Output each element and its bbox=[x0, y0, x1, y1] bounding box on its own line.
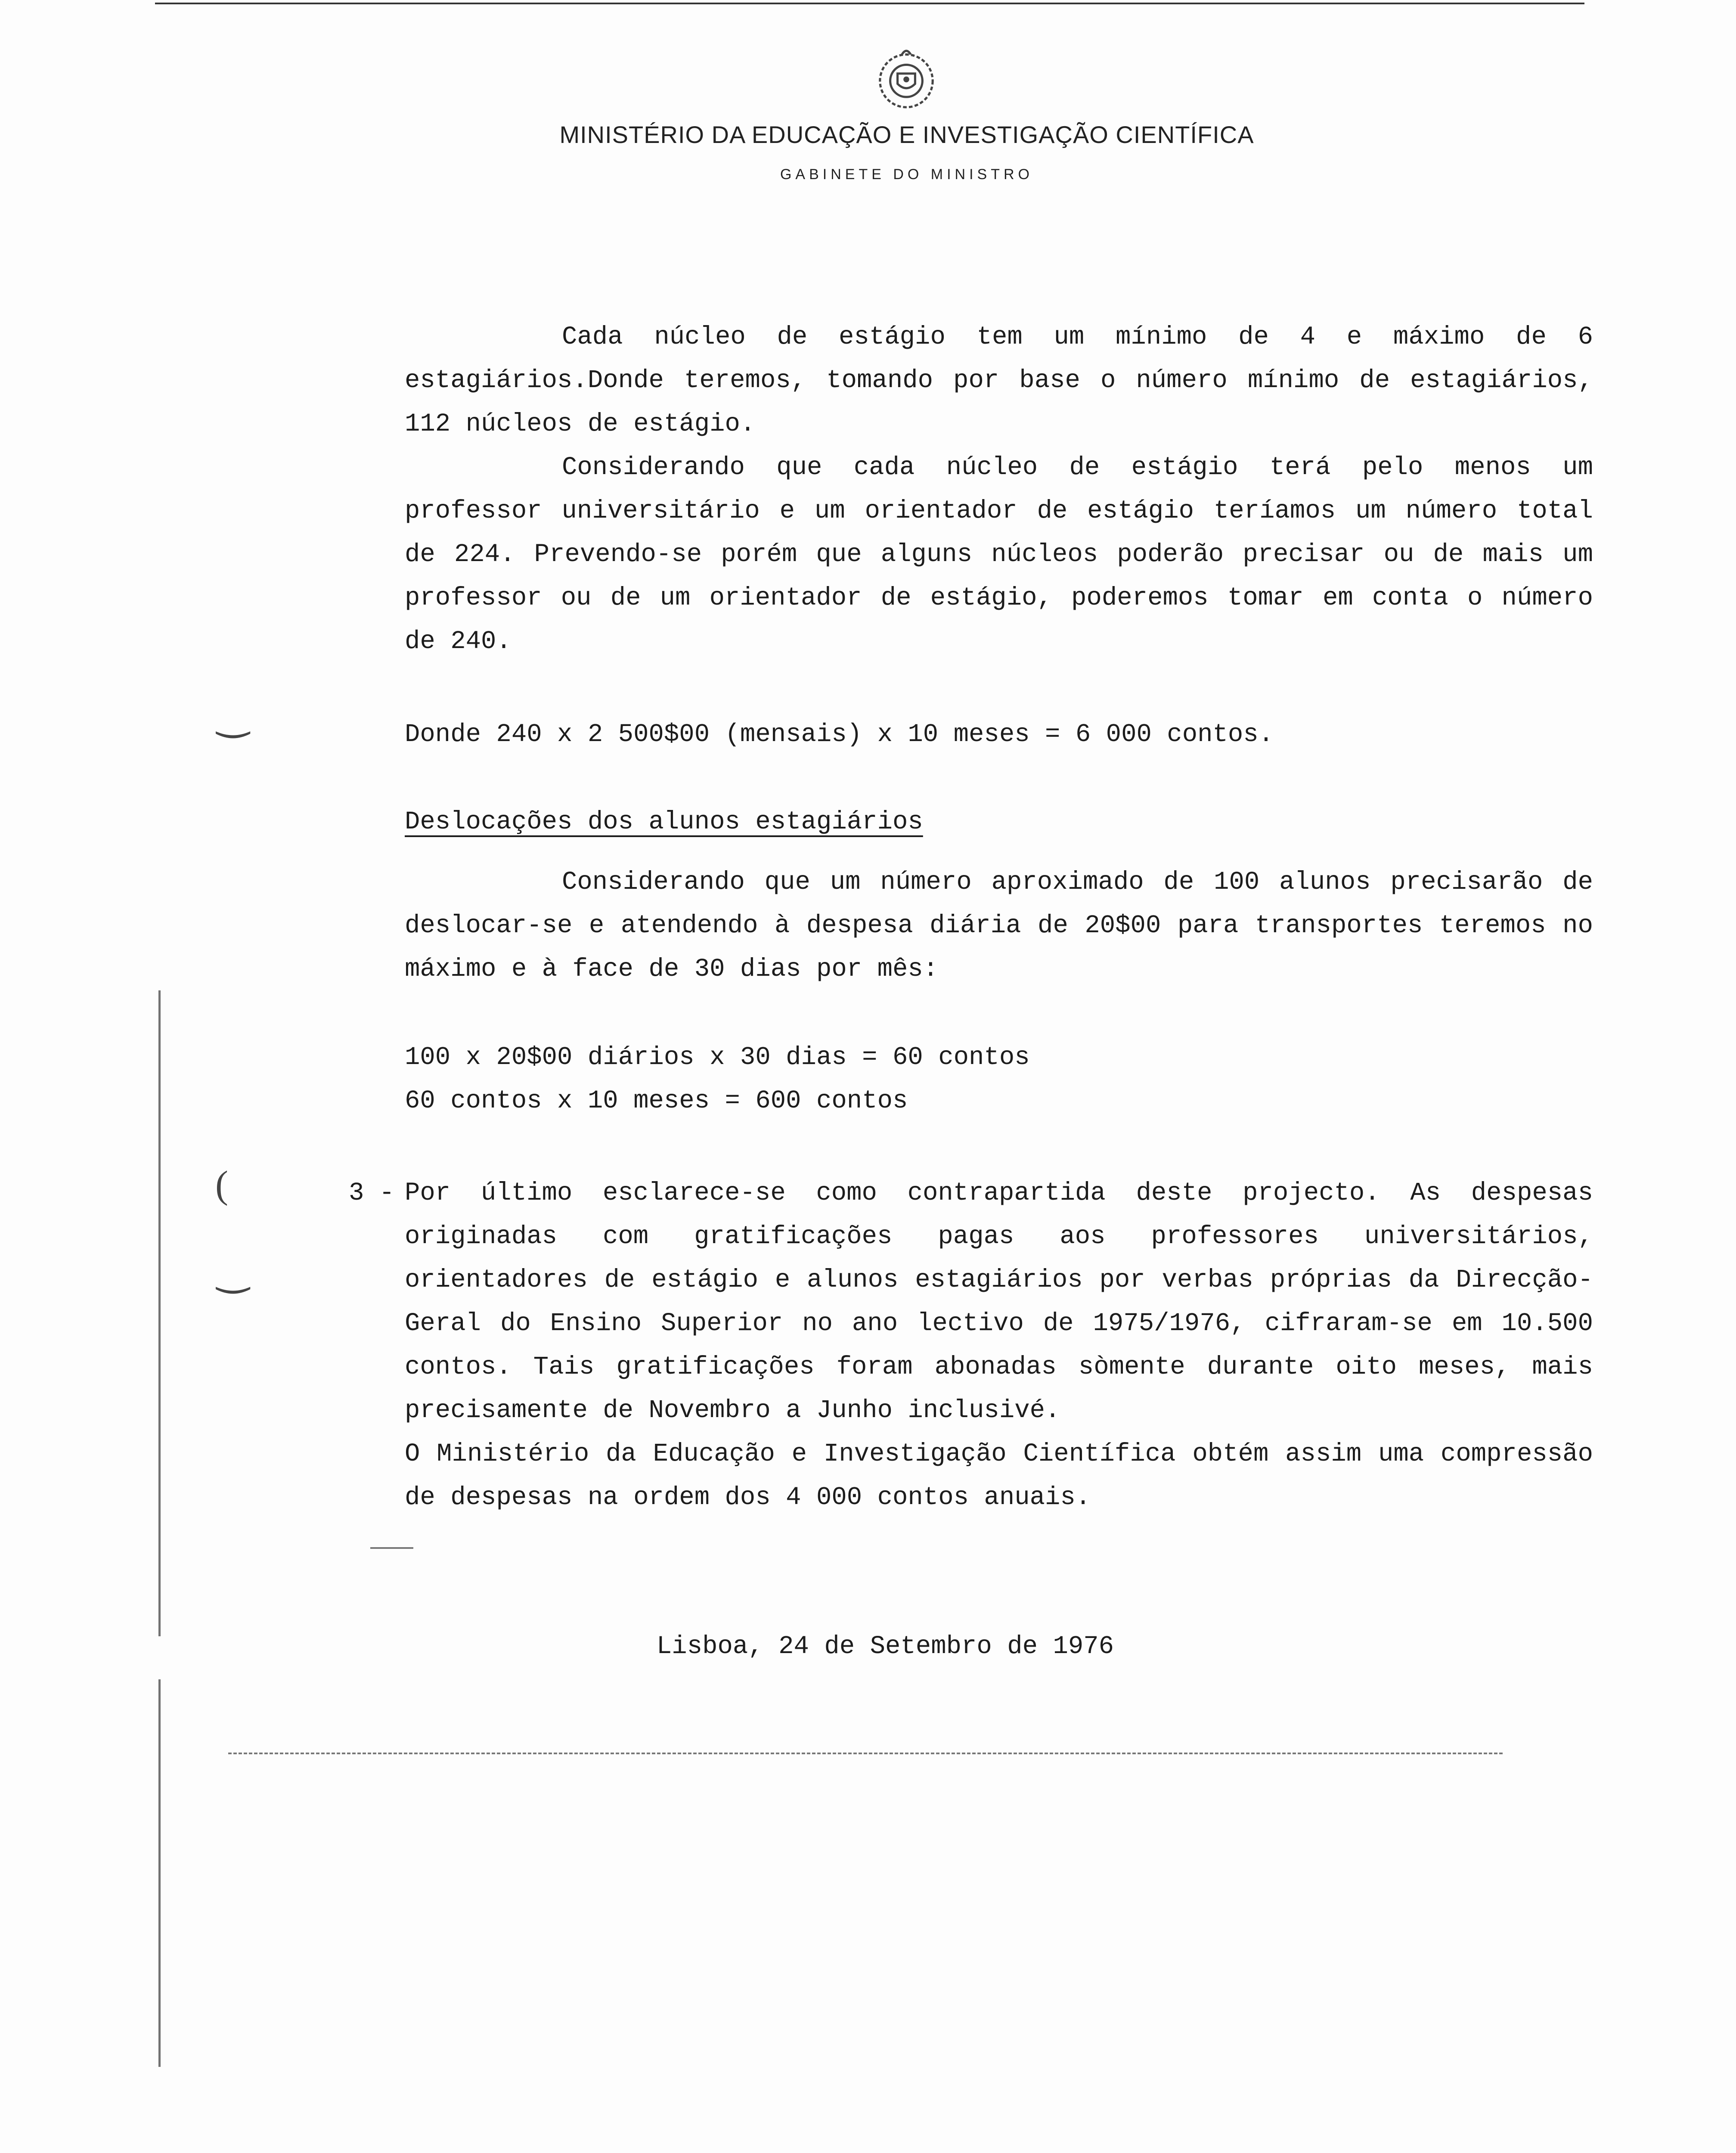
section-heading: Deslocações dos alunos estagiários bbox=[405, 807, 923, 836]
calc-line-1: 100 x 20$00 diários x 30 dias = 60 contos bbox=[405, 1043, 1030, 1072]
dotted-line-artifact bbox=[228, 1753, 1503, 1754]
body-text bbox=[405, 315, 1593, 663]
paragraph-1: Cada núcleo de estágio tem um mínimo de 4 e máximo de 6 estagiários.Donde teremos, tomando por base o número mínimo de estagiários, 112 núcleos de estágio. bbox=[405, 323, 1593, 438]
section-body bbox=[405, 860, 1593, 991]
dash-artifact bbox=[370, 1547, 413, 1549]
top-border-line bbox=[155, 3, 1584, 4]
calc-line-2: 60 contos x 10 meses = 600 contos bbox=[405, 1086, 908, 1115]
coat-of-arms-seal-icon bbox=[870, 41, 943, 115]
paragraph-2: Considerando que cada núcleo de estágio terá pelo menos um professor universitário e um orientador de estágio teríamos um número total de 224. Prevendo-se porém que alguns núcleos poderão precisar ou de mais um professor ou de um orientador de estágio, poderemos tomar em conta o número de 240. bbox=[405, 453, 1593, 656]
ministry-name: MINISTÉRIO DA EDUCAÇÃO E INVESTIGAÇÃO CIENTÍFICA bbox=[559, 121, 1254, 148]
calc-block-2 bbox=[405, 1036, 1593, 1123]
cabinet-name: GABINETE DO MINISTRO bbox=[780, 166, 1034, 183]
item-3 bbox=[349, 1171, 1593, 1519]
section-block bbox=[405, 800, 1593, 844]
paragraph-4: Considerando que um número aproximado de 100 alunos precisarão de deslocar-se e atendendo à despesa diária de 20$00 para transportes teremos no máximo e à face de 30 dias por mês: bbox=[405, 868, 1593, 983]
margin-mark-2: ‿ bbox=[217, 1250, 249, 1293]
item-3-text: Por último esclarece-se como contrapartida deste projecto. As despesas originadas com gratificações pagas aos professores universitários, orientadores de estágio e alunos estagiários por verbas próprias da Direcção-Geral do Ensino Superior no ano lectivo de 1975/1976, cifraram-se em 10.500 contos. Tais gratificações foram abonadas sòmente durante oito meses, mais precisamente de Novembro a Junho inclusivé. bbox=[405, 1179, 1593, 1425]
signature-date: Lisboa, 24 de Setembro de 1976 bbox=[656, 1632, 1114, 1661]
binding-edge-mark bbox=[158, 990, 161, 2067]
paragraph-3: Donde 240 x 2 500$00 (mensais) x 10 meses = 6 000 contos. bbox=[405, 720, 1274, 749]
item-3-paragraph-2: O Ministério da Educação e Investigação Científica obtém assim uma compressão de despesas na ordem dos 4 000 contos anuais. bbox=[405, 1439, 1593, 1512]
item-number: 3 - bbox=[349, 1179, 395, 1207]
calc-block-1 bbox=[405, 713, 1593, 756]
margin-paren-mark: ( bbox=[215, 1163, 228, 1206]
margin-mark: ‿ bbox=[217, 695, 249, 738]
